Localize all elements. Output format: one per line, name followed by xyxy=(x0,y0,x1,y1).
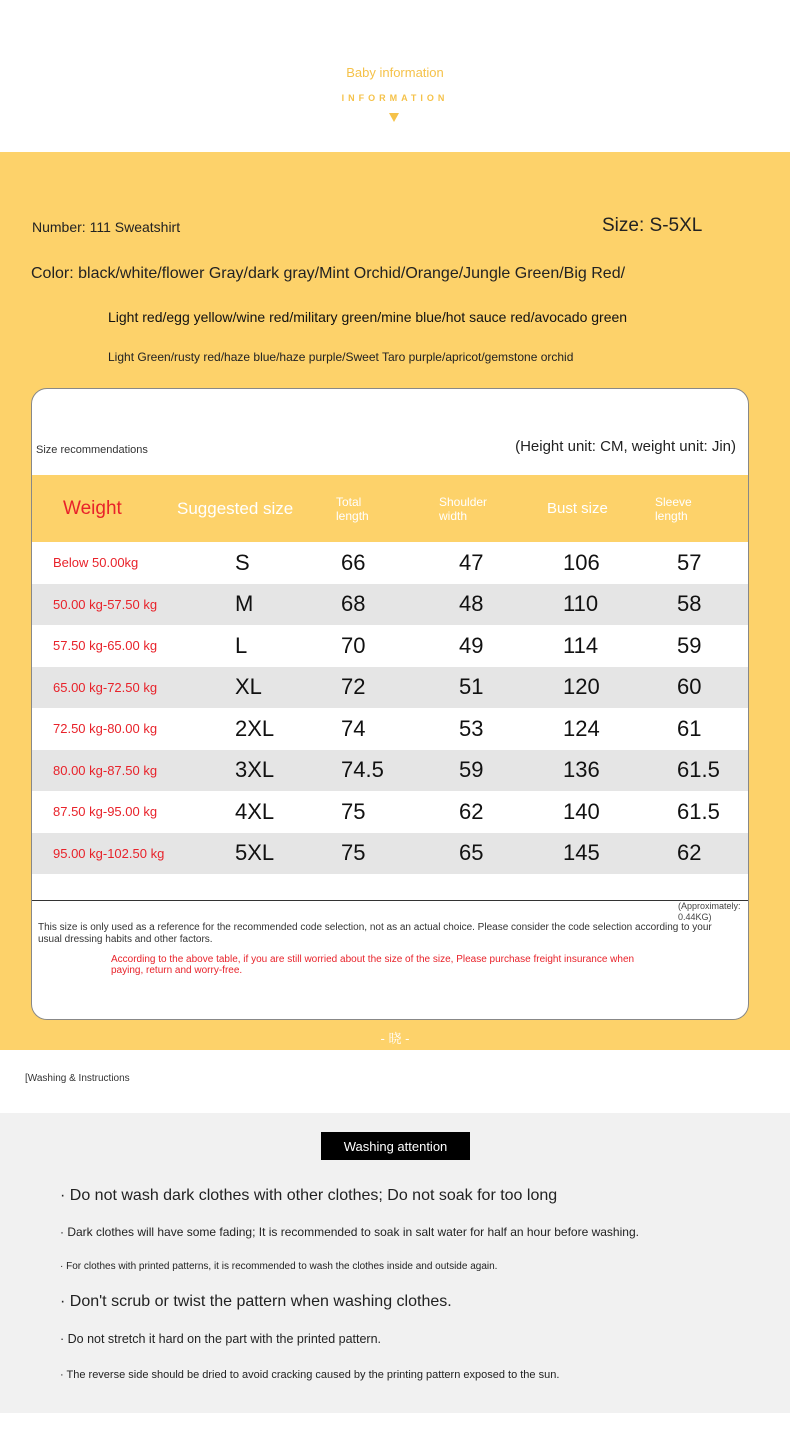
size-chart-card xyxy=(31,388,749,1020)
washing-section xyxy=(0,1113,790,1413)
table-row xyxy=(32,708,749,750)
size-recommendations-label: Size recommendations xyxy=(36,444,148,456)
washing-item: · Do not wash dark clothes with other clothes; Do not soak for too long xyxy=(60,1187,558,1204)
washing-attention-button[interactable]: Washing attention xyxy=(321,1132,470,1160)
row-shoulder-width: 65 xyxy=(459,840,484,866)
row-bust-size: 110 xyxy=(563,591,599,617)
units-note: (Height unit: CM, weight unit: Jin) xyxy=(515,438,736,455)
table-row xyxy=(32,833,749,875)
row-total-length: 66 xyxy=(341,549,366,575)
insurance-note: According to the above table, if you are still worried about the size of the size, Please purchase freight insurance when paying, return and worry-free. xyxy=(111,954,635,976)
row-total-length: 74 xyxy=(341,715,366,741)
row-weight: 80.00 kg-87.50 kg xyxy=(53,762,158,778)
row-bust-size: 145 xyxy=(563,840,600,866)
row-sleeve-length: 59 xyxy=(677,632,702,658)
header-shoulder-width: Shoulder width xyxy=(439,494,488,523)
row-shoulder-width: 51 xyxy=(459,674,484,700)
row-size: M xyxy=(235,591,254,617)
row-sleeve-length: 61 xyxy=(677,715,702,741)
row-weight: 87.50 kg-95.00 kg xyxy=(53,804,158,820)
washing-item: · For clothes with printed patterns, it is recommended to wash the clothes inside and outside again. xyxy=(60,1261,498,1272)
washing-item: · Don't scrub or twist the pattern when washing clothes. xyxy=(60,1293,452,1310)
table-row xyxy=(32,625,749,667)
row-shoulder-width: 62 xyxy=(459,798,484,824)
row-sleeve-length: 57 xyxy=(677,549,702,575)
table-row xyxy=(32,542,749,584)
color-line-1: Color: black/white/flower Gray/dark gray/Mint Orchid/Orange/Jungle Green/Big Red/ xyxy=(31,265,626,282)
row-bust-size: 106 xyxy=(563,549,600,575)
header-weight: Weight xyxy=(63,497,122,519)
table-row xyxy=(32,750,749,792)
row-sleeve-length: 61.5 xyxy=(677,757,720,783)
row-weight: 95.00 kg-102.50 kg xyxy=(53,845,165,861)
approx-note: (Approximately: 0.44KG) xyxy=(678,901,741,922)
row-total-length: 75 xyxy=(341,798,366,824)
row-size: 4XL xyxy=(235,798,275,824)
row-size: L xyxy=(235,632,248,658)
row-bust-size: 140 xyxy=(563,798,600,824)
divider-line xyxy=(32,900,749,901)
row-weight: 65.00 kg-72.50 kg xyxy=(53,679,158,695)
info-header xyxy=(0,0,790,152)
row-shoulder-width: 49 xyxy=(459,632,484,658)
row-total-length: 70 xyxy=(341,632,366,658)
row-sleeve-length: 61.5 xyxy=(677,798,720,824)
row-sleeve-length: 62 xyxy=(677,840,702,866)
washing-item: · Dark clothes will have some fading; It is recommended to soak in salt water for half an hour before washing. xyxy=(60,1225,639,1239)
row-bust-size: 136 xyxy=(563,757,600,783)
row-bust-size: 120 xyxy=(563,674,600,700)
header-suggested-size: Suggested size xyxy=(177,498,294,518)
row-size: S xyxy=(235,549,250,575)
header-total-length: Total length xyxy=(336,494,369,523)
down-arrow-icon xyxy=(389,113,399,122)
washing-section-label: [Washing & Instructions xyxy=(25,1073,130,1084)
row-total-length: 75 xyxy=(341,840,366,866)
row-size: 3XL xyxy=(235,757,275,783)
row-weight: 57.50 kg-65.00 kg xyxy=(53,638,158,654)
table-row xyxy=(32,791,749,833)
washing-item: · Do not stretch it hard on the part with the printed pattern. xyxy=(60,1332,382,1346)
row-shoulder-width: 59 xyxy=(459,757,484,783)
row-total-length: 74.5 xyxy=(341,757,384,783)
row-weight: Below 50.00kg xyxy=(53,555,139,571)
header-sleeve-length: Sleeve length xyxy=(655,494,692,523)
color-line-2: Light red/egg yellow/wine red/military green/mine blue/hot sauce red/avocado green xyxy=(108,309,628,325)
divider-mark: - 晓 - xyxy=(380,1031,410,1046)
product-info-section xyxy=(0,152,790,1050)
row-bust-size: 124 xyxy=(563,715,600,741)
table-header xyxy=(32,475,749,542)
product-size-range: Size: S-5XL xyxy=(602,215,703,236)
table-row xyxy=(32,667,749,709)
row-shoulder-width: 48 xyxy=(459,591,484,617)
row-shoulder-width: 47 xyxy=(459,549,484,575)
row-size: 2XL xyxy=(235,715,275,741)
reference-note: This size is only used as a reference for the recommended code selection, not as an actual choice. Please consider the code selection according to your usual dressing habits and other factors. xyxy=(38,922,712,945)
table-row xyxy=(32,584,749,626)
row-sleeve-length: 58 xyxy=(677,591,702,617)
row-weight: 50.00 kg-57.50 kg xyxy=(53,596,158,612)
row-weight: 72.50 kg-80.00 kg xyxy=(53,721,158,737)
header-bust-size: Bust size xyxy=(547,500,608,517)
row-bust-size: 114 xyxy=(563,632,599,658)
row-size: 5XL xyxy=(235,840,275,866)
row-total-length: 72 xyxy=(341,674,366,700)
color-line-3: Light Green/rusty red/haze blue/haze purple/Sweet Taro purple/apricot/gemstone orchid xyxy=(108,350,574,364)
row-total-length: 68 xyxy=(341,591,366,617)
row-sleeve-length: 60 xyxy=(677,674,702,700)
product-number: Number: 111 Sweatshirt xyxy=(32,219,181,235)
header-subtitle: INFORMATION xyxy=(341,93,449,103)
header-title: Baby information xyxy=(346,65,444,80)
washing-item: · The reverse side should be dried to avoid cracking caused by the printing pattern exposed to the sun. xyxy=(60,1369,560,1381)
row-shoulder-width: 53 xyxy=(459,715,484,741)
row-size: XL xyxy=(235,674,262,700)
